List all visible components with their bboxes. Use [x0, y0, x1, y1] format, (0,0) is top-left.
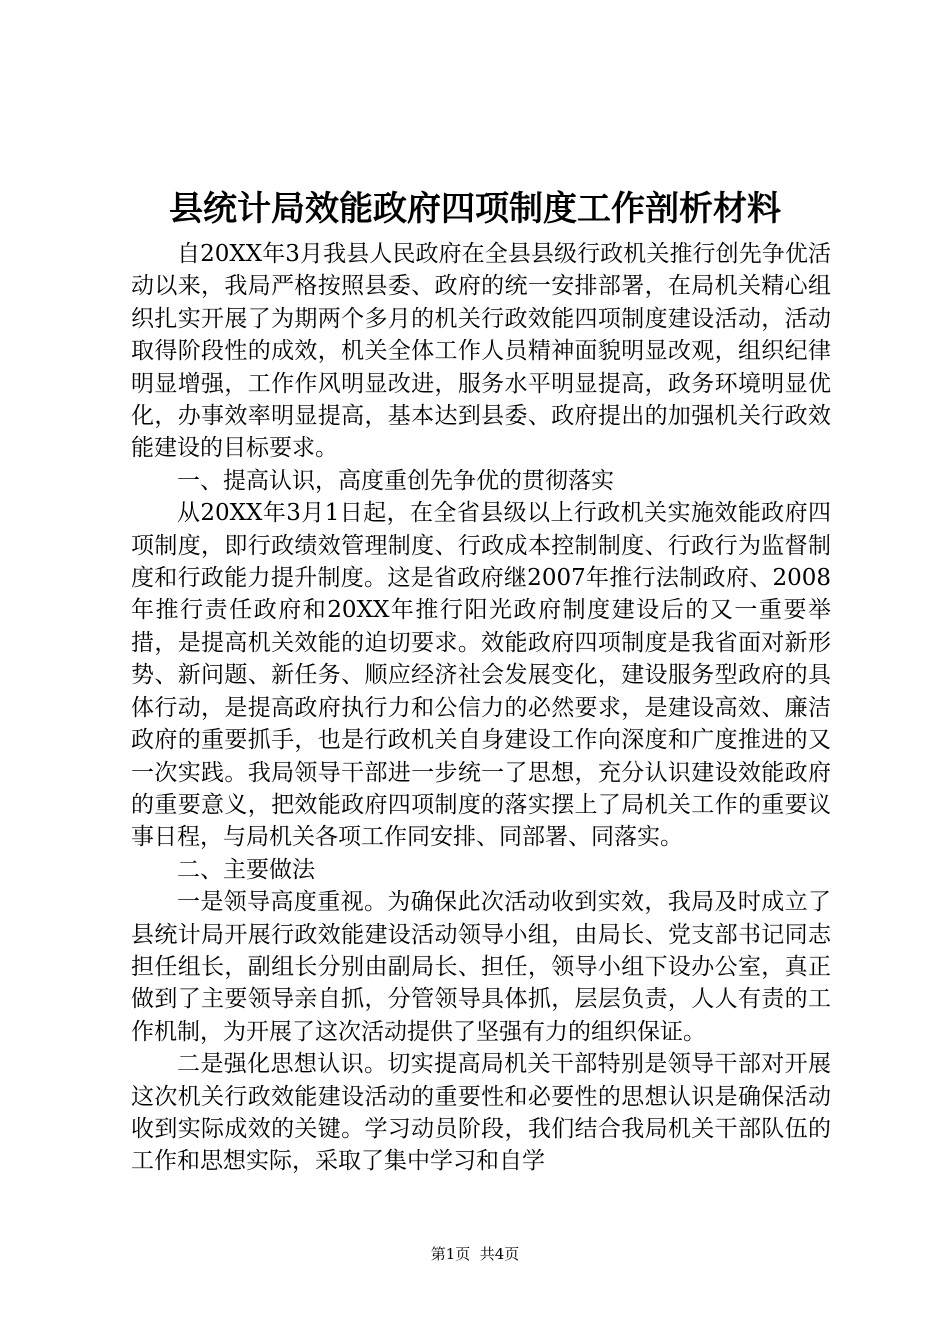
paragraph-intro: 自20XX年3月我县人民政府在全县县级行政机关推行创先争优活动以来，我局严格按照县委、政府的统一安排部署，在局机关精心组织扎实开展了为期两个多月的机关行政效能四项制度建设活动，活动取得阶段性的成效，机关全体工作人员精神面貌明显改观，组织纪律明显增强，工作作风明显改进，服务水平明显提高，政务环境明显优化，办事效率明显提高，基本达到县委、政府提出的加强机关行政效能建设的目标要求。 [131, 241, 831, 462]
document-title: 县统计局效能政府四项制度工作剖析材料 [169, 189, 781, 229]
page-footer: 第1页 共4页 [430, 1245, 520, 1263]
document-body [131, 238, 831, 1178]
paragraph-leadership: 一是领导高度重视。为确保此次活动收到实效，我局及时成立了县统计局开展行政效能建设活动领导小组，由局长、党支部书记同志担任组长，副组长分别由副局长、担任，领导小组下设办公室，真正做到了主要领导亲自抓，分管领导具体抓，层层负责，人人有责的工作机制，为开展了这次活动提供了坚强有力的组织保证。 [131, 889, 831, 1045]
section-heading-1: 一、提高认识，高度重创先争优的贯彻落实 [177, 467, 614, 494]
paragraph-awareness: 二是强化思想认识。切实提高局机关干部特别是领导干部对开展这次机关行政效能建设活动的重要性和必要性的思想认识是确保活动收到实际成效的关键。学习动员阶段，我们结合我局机关干部队伍的工作和思想实际，采取了集中学习和自学 [131, 1051, 831, 1175]
paragraph-section-1: 从20XX年3月1日起，在全省县级以上行政机关实施效能政府四项制度，即行政绩效管理制度、行政成本控制制度、行政行为监督制度和行政能力提升制度。这是省政府继2007年推行法制政府、2008年推行责任政府和20XX年推行阳光政府制度建设后的又一重要举措，是提高机关效能的迫切要求。效能政府四项制度是我省面对新形势、新问题、新任务、顺应经济社会发展变化，建设服务型政府的具体行动，是提高政府执行力和公信力的必然要求，是建设高效、廉洁政府的重要抓手，也是行政机关自身建设工作向深度和广度推进的又一次实践。我局领导干部进一步统一了思想，充分认识建设效能政府的重要意义，把效能政府四项制度的落实摆上了局机关工作的重要议事日程，与局机关各项工作同安排、同部署、同落实。 [131, 500, 831, 851]
section-heading-2: 二、主要做法 [177, 856, 315, 883]
